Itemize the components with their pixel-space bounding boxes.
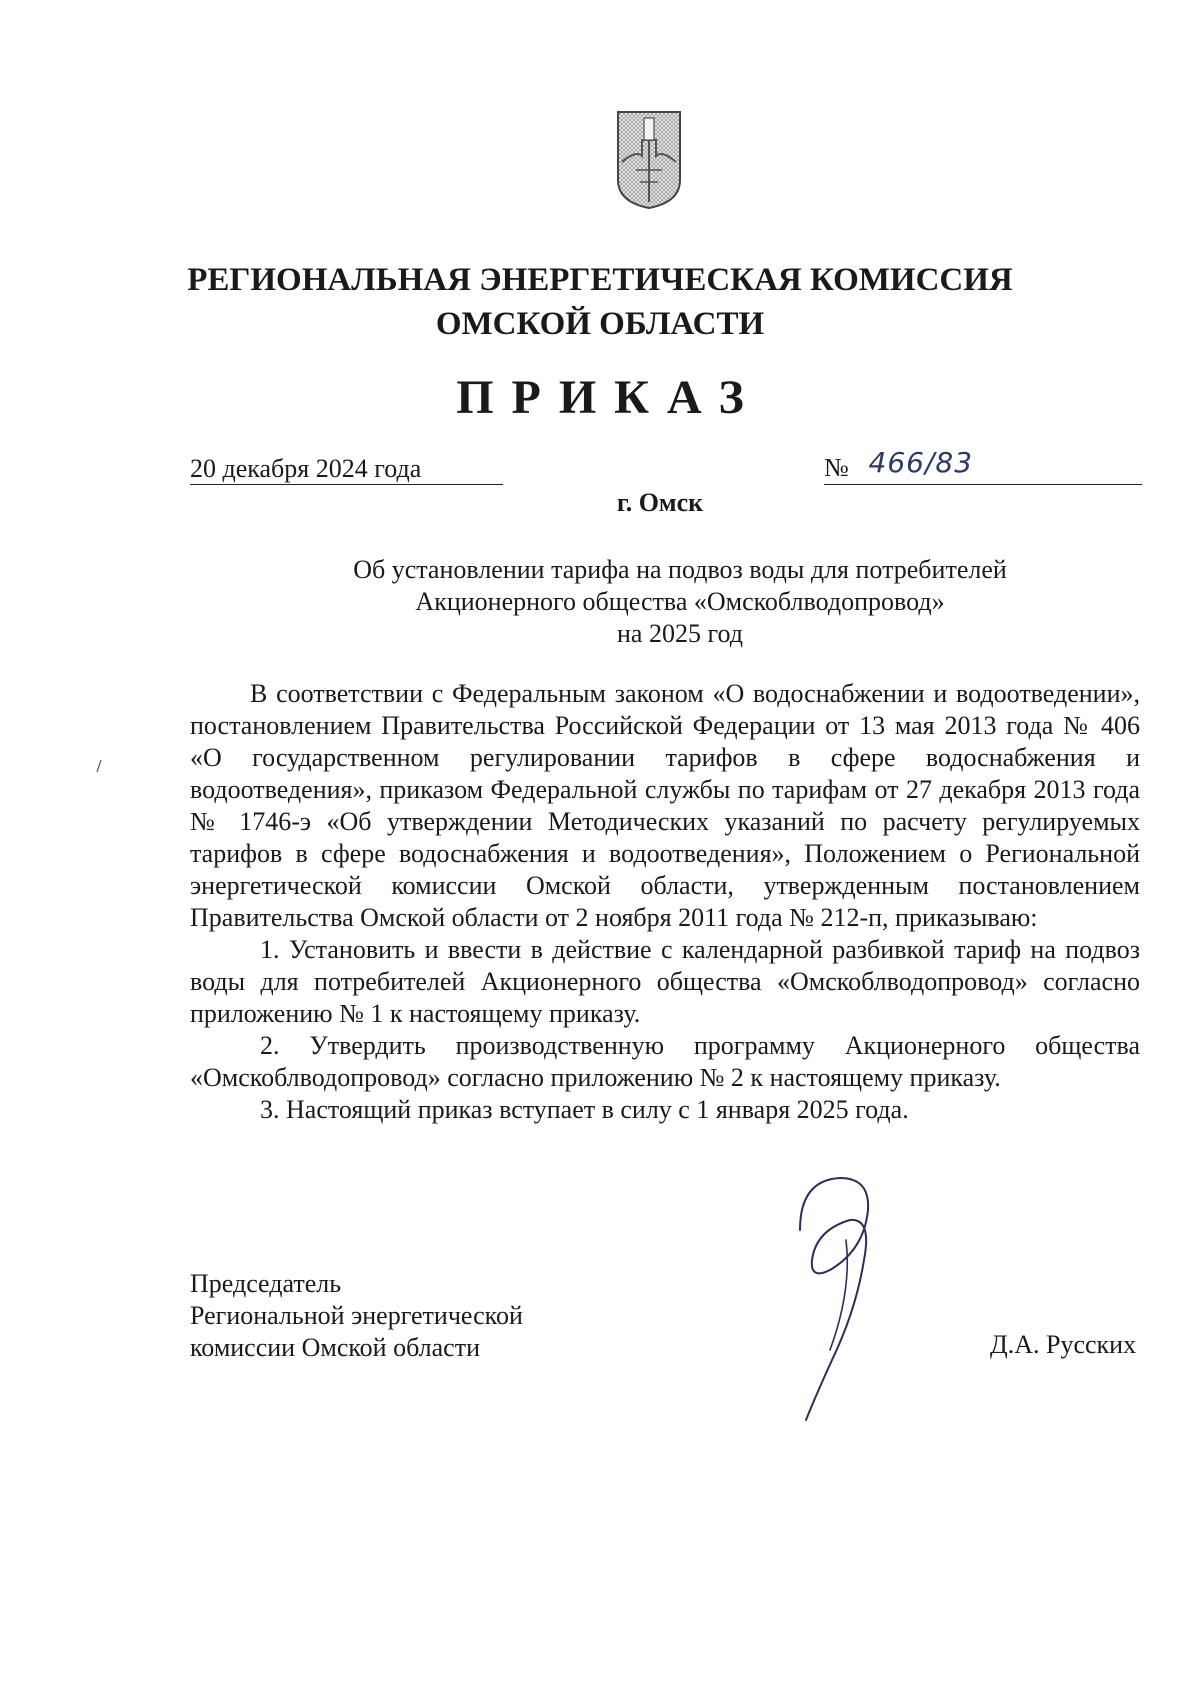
organization-title-line-2: ОМСКОЙ ОБЛАСТИ <box>435 306 765 342</box>
document-type-heading: ПРИКАЗ <box>456 371 762 424</box>
scan-mark <box>96 760 102 772</box>
order-date: 20 декабря 2024 года <box>190 454 503 485</box>
order-item-2: 2. Утвердить производственную программу Акционерного общества «Омскоблводопровод» согласно приложению № 2 к настоящему приказу. <box>190 1031 1140 1092</box>
preamble-paragraph: В соответствии с Федеральным законом «О водоснабжении и водоотведении», постановлением Правительства Российской Федерации от 13 мая 2013 года № 406 «О государственном регулировании тарифов в сфере водоснабжения и водоотведения», приказом Федеральной службы по тарифам от 27 декабря 2013 года № 1746-э «Об утверждении Методических указаний по расчету регулируемых тарифов в сфере водоснабжения и водоотведения», Положением о Региональной энергетической комиссии Омской области, утвержденным постановлением Правительства Омской области от 2 ноября 2011 года № 212-п, приказываю: <box>190 679 1140 932</box>
signatory-position-line-1: Председатель <box>190 1269 342 1298</box>
city-label: г. Омск <box>616 488 704 517</box>
coat-of-arms-icon <box>616 110 682 210</box>
signatory-position-line-2: Региональной энергетической <box>190 1301 523 1330</box>
order-number-field <box>824 446 1142 485</box>
signatory-name: Д.А. Русских <box>990 1330 1137 1359</box>
signatory-position <box>190 1268 523 1364</box>
order-item-1: 1. Установить и ввести в действие с календарной разбивкой тариф на подвоз воды для потребителей Акционерного общества «Омскоблводопровод» согласно приложению № 1 к настоящему приказу. <box>190 935 1140 1028</box>
signatory-position-line-3: комиссии Омской области <box>190 1333 480 1362</box>
order-body <box>190 678 1140 1126</box>
subject-line-2: Акционерного общества «Омскоблводопровод» <box>415 587 945 616</box>
subject-line-3: на 2025 год <box>617 619 743 648</box>
order-subject <box>250 554 1110 650</box>
order-number-handwritten: 466/83 <box>868 446 974 479</box>
subject-line-1: Об установлении тарифа на подвоз воды для потребителей <box>353 555 1007 584</box>
handwritten-signature <box>760 1170 900 1430</box>
number-sign: № <box>824 453 849 482</box>
organization-title <box>0 258 1200 346</box>
order-item-3: 3. Настоящий приказ вступает в силу с 1 января 2025 года. <box>260 1095 909 1124</box>
organization-title-line-1: РЕГИОНАЛЬНАЯ ЭНЕРГЕТИЧЕСКАЯ КОМИССИЯ <box>187 262 1013 298</box>
